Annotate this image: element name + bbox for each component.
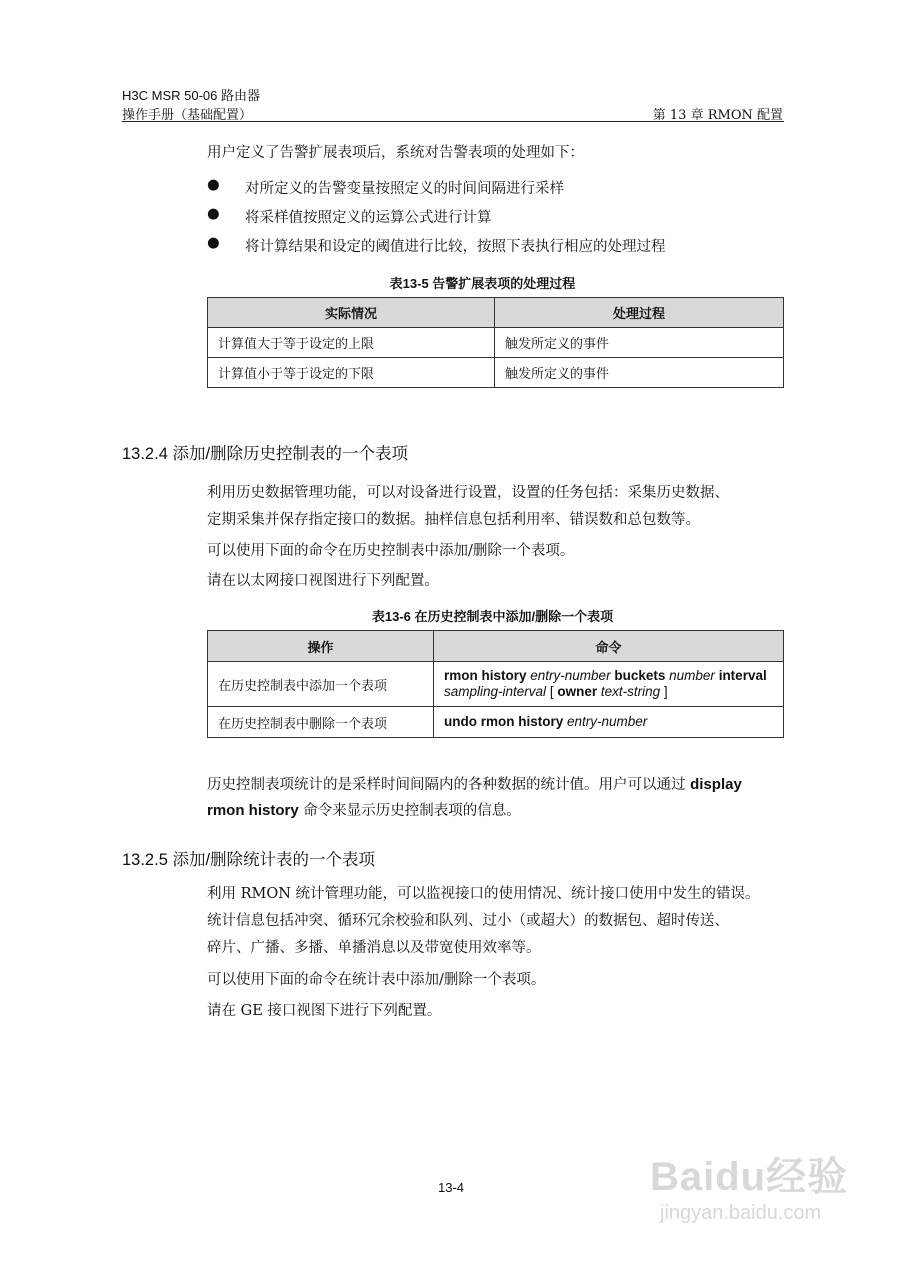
header-manual: 操作手册（基础配置）: [122, 108, 253, 123]
paragraph: 可以使用下面的命令在统计表中添加/删除一个表项。: [207, 972, 546, 988]
cmd-bracket: ]: [663, 684, 668, 699]
paragraph: 利用 RMON 统计管理功能，可以监视接口的使用情况、统计接口使用中发生的错误。: [207, 886, 760, 902]
cmd-param: entry-number: [530, 668, 611, 683]
paragraph: 定期采集并保存指定接口的数据。抽样信息包括利用率、错误数和总包数等。: [207, 512, 700, 528]
table-row: [208, 358, 784, 388]
bullet-dot: ●: [207, 235, 220, 251]
cmd-param: text-string: [600, 684, 661, 699]
watermark-brand: Baidu经验: [650, 1155, 849, 1199]
table-cell: 计算值大于等于设定的上限: [208, 328, 495, 358]
bullet-dot: ●: [207, 206, 220, 222]
bullet-item: 对所定义的告警变量按照定义的时间间隔进行采样: [245, 181, 564, 197]
command-cell: [434, 707, 784, 738]
section-heading: 13.2.5 添加/删除统计表的一个表项: [122, 851, 376, 869]
command-cell: [434, 662, 784, 707]
paragraph: 统计信息包括冲突、循环冗余校验和队列、过小（或超大）的数据包、超时传送、: [207, 913, 729, 929]
cmd-keyword: rmon history: [444, 668, 527, 683]
table1-header: 实际情况: [208, 298, 495, 328]
table2-caption: 表13-6 在历史控制表中添加/删除一个表项: [371, 609, 614, 624]
header-chapter: 第 13 章 RMON 配置: [652, 108, 783, 123]
cmd-bracket: [: [549, 684, 554, 699]
section-heading: 13.2.4 添加/删除历史控制表的一个表项: [122, 445, 409, 463]
cmd-keyword: buckets: [614, 668, 666, 683]
text: 命令来显示历史控制表项的信息。: [298, 803, 521, 819]
cmd-param: number: [669, 668, 715, 683]
table-row: [208, 707, 784, 738]
table-row: [208, 328, 784, 358]
paragraph: [207, 799, 521, 820]
table1-caption: 表13-5 告警扩展表项的处理过程: [389, 276, 576, 291]
bullet-item: 将计算结果和设定的阈值进行比较，按照下表执行相应的处理过程: [245, 239, 666, 255]
table-cell: 触发所定义的事件: [495, 328, 784, 358]
cmd-keyword: rmon history: [207, 802, 299, 819]
bullet-dot: ●: [207, 177, 220, 193]
table-cell: 计算值小于等于设定的下限: [208, 358, 495, 388]
table-cell: 在历史控制表中添加一个表项: [208, 662, 434, 707]
cmd-keyword: undo rmon history: [444, 714, 564, 729]
intro-text: 用户定义了告警扩展表项后，系统对告警表项的处理如下：: [207, 145, 584, 161]
cmd-keyword: display: [690, 776, 742, 793]
paragraph: 利用历史数据管理功能，可以对设备进行设置，设置的任务包括：采集历史数据、: [207, 485, 729, 501]
cmd-keyword: interval: [718, 668, 767, 683]
paragraph: 碎片、广播、多播、单播消息以及带宽使用效率等。: [207, 940, 541, 956]
watermark-url: jingyan.baidu.com: [660, 1202, 822, 1224]
paragraph: 请在以太网接口视图进行下列配置。: [207, 573, 439, 589]
watermark-logo: [650, 1145, 848, 1225]
table2-header: 命令: [434, 631, 784, 662]
cmd-keyword: owner: [557, 684, 598, 699]
table1-header: 处理过程: [495, 298, 784, 328]
table-row: [208, 662, 784, 707]
text: 历史控制表项统计的是采样时间间隔内的各种数据的统计值。用户可以通过: [207, 777, 686, 793]
table2-header: 操作: [208, 631, 434, 662]
paragraph: 可以使用下面的命令在历史控制表中添加/删除一个表项。: [207, 543, 575, 559]
page-number: 13-4: [438, 1180, 465, 1195]
header-rule: [122, 121, 784, 122]
cmd-param: entry-number: [567, 714, 648, 729]
paragraph: [207, 773, 742, 794]
cmd-param: sampling-interval: [444, 684, 547, 699]
header-product: H3C MSR 50-06 路由器: [122, 88, 260, 103]
paragraph: 请在 GE 接口视图下进行下列配置。: [207, 1003, 442, 1019]
bullet-item: 将采样值按照定义的运算公式进行计算: [245, 210, 492, 226]
table-cell: 触发所定义的事件: [495, 358, 784, 388]
table-cell: 在历史控制表中删除一个表项: [208, 707, 434, 738]
table1: [207, 297, 784, 388]
table2: [207, 630, 784, 738]
